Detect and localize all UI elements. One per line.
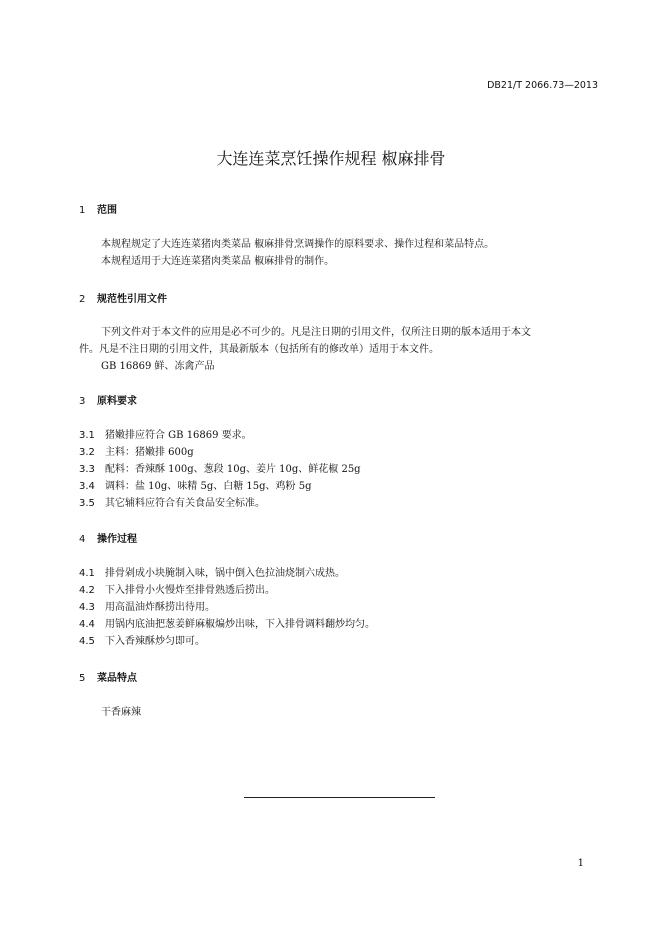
item-text: 用高温油炸酥捞出待用。: [105, 602, 215, 613]
list-item: [79, 494, 265, 509]
list-item: [79, 598, 215, 613]
item-text: 调料：盐 10g、味精 5g、白糖 15g、鸡粉 5g: [105, 481, 312, 492]
list-item: [79, 477, 312, 492]
item-text: 主料：猪嫩排 600g: [105, 447, 194, 458]
list-item: [79, 426, 252, 441]
document-number: DB21/T 2066.73—2013: [487, 80, 598, 91]
item-number: 3.4: [79, 481, 95, 492]
end-rule: [244, 797, 435, 798]
list-item: [79, 443, 194, 458]
item-number: 3.2: [79, 447, 95, 458]
paragraph: 件。凡是不注日期的引用文件，其最新版本（包括所有的修改单）适用于本文件。: [79, 344, 439, 355]
section-title: 操作过程: [97, 534, 137, 545]
item-number: 4.3: [79, 602, 95, 613]
item-text: 排骨剁成小块腌制入味，锅中倒入色拉油烧制六成热。: [105, 568, 345, 579]
section-title: 范围: [97, 205, 117, 216]
item-number: 4.4: [79, 619, 95, 630]
list-item: [79, 615, 375, 630]
paragraph: 干香麻辣: [101, 707, 141, 718]
item-text: 其它辅料应符合有关食品安全标准。: [105, 498, 265, 509]
item-text: 配料：香辣酥 100g、葱段 10g、姜片 10g、鲜花椒 25g: [105, 464, 361, 475]
section-title: 菜品特点: [97, 673, 137, 684]
item-number: 3.1: [79, 430, 95, 441]
paragraph: 本规程适用于大连连菜猪肉类菜品 椒麻排骨的制作。: [101, 256, 335, 267]
item-text: 下入香辣酥炒匀即可。: [105, 636, 205, 647]
item-number: 4.1: [79, 568, 95, 579]
list-item: [79, 632, 205, 647]
item-text: 猪嫩排应符合 GB 16869 要求。: [105, 430, 252, 441]
list-item: [79, 564, 345, 579]
item-number: 3.3: [79, 464, 95, 475]
item-text: 下入排骨小火慢炸至排骨熟透后捞出。: [105, 585, 275, 596]
normative-reference: GB 16869 鲜、冻禽产品: [101, 361, 215, 372]
item-text: 用锅内底油把葱姜鲜麻椒煸炒出味，下入排骨调料翻炒均匀。: [105, 619, 375, 630]
section-number: 3: [79, 396, 86, 407]
document-title: 大连连菜烹饪操作规程 椒麻排骨: [216, 149, 446, 168]
section-title: 原料要求: [97, 396, 137, 407]
item-number: 4.2: [79, 585, 95, 596]
section-1-heading: [79, 201, 117, 216]
section-4-heading: [79, 530, 137, 545]
section-2-heading: [79, 290, 167, 305]
section-number: 5: [79, 673, 86, 684]
section-3-heading: [79, 392, 137, 407]
paragraph: 本规程规定了大连连菜猪肉类菜品 椒麻排骨烹调操作的原料要求、操作过程和菜品特点。: [101, 239, 495, 250]
paragraph: 下列文件对于本文件的应用是必不可少的。凡是注日期的引用文件，仅所注日期的版本适用于本文: [101, 327, 531, 338]
section-number: 2: [79, 294, 86, 305]
item-number: 3.5: [79, 498, 95, 509]
item-number: 4.5: [79, 636, 95, 647]
page-number: 1: [577, 858, 584, 869]
list-item: [79, 460, 361, 475]
section-title: 规范性引用文件: [97, 294, 167, 305]
section-number: 1: [79, 205, 86, 216]
section-number: 4: [79, 534, 86, 545]
section-5-heading: [79, 669, 137, 684]
list-item: [79, 581, 275, 596]
